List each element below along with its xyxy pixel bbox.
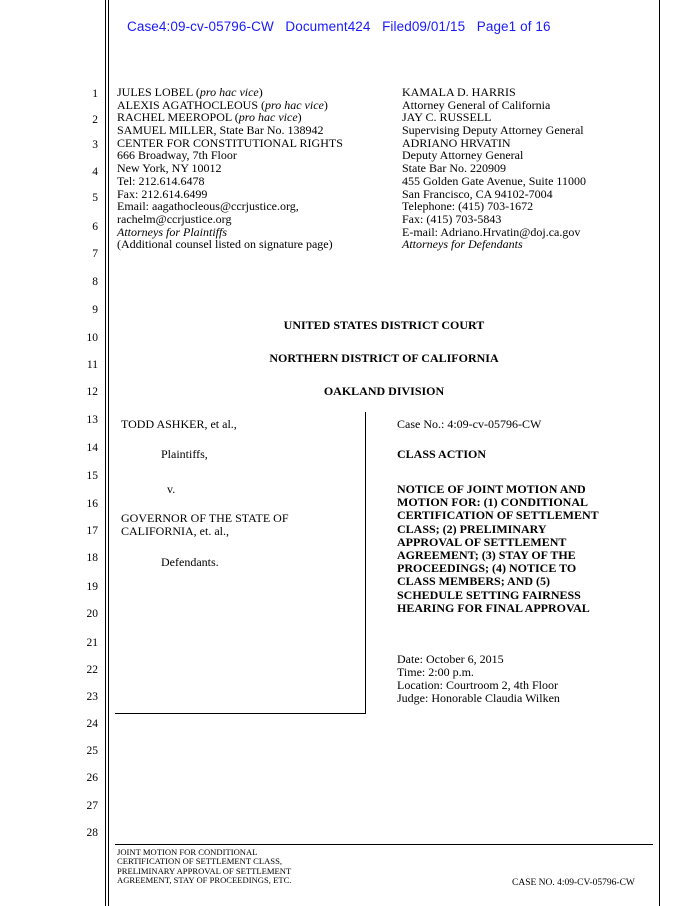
plaintiff-counsel-line [117, 238, 343, 251]
line-number: 6 [92, 221, 98, 233]
document-title-line: HEARING FOR FINAL APPROVAL [397, 600, 590, 615]
hearing-info [397, 653, 560, 705]
counsel-text: Telephone: (415) 703-1672 [402, 199, 534, 214]
counsel-text: Email: aagathocleous@ccrjustice.org, [117, 199, 299, 214]
counsel-text: KAMALA D. HARRIS [402, 85, 516, 99]
counsel-text: Fax: (415) 703-5843 [402, 211, 502, 226]
counsel-italic-text: Attorneys for Defendants [402, 237, 523, 252]
document-title-line: MOTION FOR: (1) CONDITIONAL [397, 495, 588, 510]
line-number: 1 [92, 88, 98, 100]
counsel-text: ALEXIS AGATHOCLEOUS ( [117, 97, 265, 112]
counsel-text: 666 Broadway, 7th Floor [117, 148, 237, 163]
plaintiff-name: TODD ASHKER, et al., [121, 417, 237, 431]
defendant-role: Defendants. [161, 555, 219, 569]
line-number: 5 [92, 192, 98, 204]
document-title [397, 483, 599, 615]
left-margin-rule-inner [108, 0, 109, 906]
counsel-text: (Additional counsel listed on signature page) [117, 237, 333, 252]
footer-title-line: JOINT MOTION FOR CONDITIONAL [117, 847, 258, 857]
line-number: 15 [86, 470, 98, 482]
counsel-text: CENTER FOR CONSTITUTIONAL RIGHTS [117, 135, 343, 150]
counsel-text: Deputy Attorney General [402, 148, 524, 163]
plaintiff-role: Plaintiffs, [161, 447, 208, 461]
counsel-text: State Bar No. 220909 [402, 161, 506, 176]
document-title-line: CERTIFICATION OF SETTLEMENT [397, 508, 599, 523]
line-number: 9 [92, 304, 98, 316]
document-title-line: PROCEEDINGS; (4) NOTICE TO [397, 561, 577, 576]
document-title-line: APPROVAL OF SETTLEMENT [397, 534, 567, 549]
line-number: 8 [92, 276, 98, 288]
counsel-text: Supervising Deputy Attorney General [402, 123, 584, 138]
right-margin-rule [659, 0, 660, 906]
counsel-text-suffix: ) [297, 110, 302, 125]
counsel-italic-text: pro hac vice [238, 110, 298, 125]
counsel-text: San Francisco, CA 94102-7004 [402, 186, 553, 201]
footer-rule [115, 844, 653, 845]
line-number: 24 [86, 718, 98, 730]
versus: v. [167, 482, 176, 496]
ecf-header-stamp: Case4:09-cv-05796-CW Document424 Filed09/01/15 Page1 of 16 [127, 19, 551, 34]
defendant-counsel-block [402, 86, 586, 251]
counsel-italic-text: Attorneys for Plaintiffs [117, 224, 227, 239]
line-number: 23 [86, 691, 98, 703]
court-name: UNITED STATES DISTRICT COURT [283, 318, 485, 332]
footer-title-line: PRELIMINARY APPROVAL OF SETTLEMENT [117, 865, 292, 876]
caption-box-bottom-rule [115, 713, 366, 714]
line-number: 14 [86, 442, 98, 454]
footer-title [117, 848, 291, 885]
counsel-text: Attorney General of California [402, 97, 551, 112]
plaintiff-counsel-block [117, 86, 343, 251]
defendant-name-line2: CALIFORNIA, et. al., [121, 524, 229, 538]
footer-title-line: CERTIFICATION OF SETTLEMENT CLASS, [117, 856, 283, 867]
counsel-text: 455 Golden Gate Avenue, Suite 11000 [402, 173, 586, 188]
line-number: 21 [86, 637, 98, 649]
counsel-italic-text: pro hac vice [265, 97, 324, 112]
counsel-text: Tel: 212.614.6478 [117, 173, 205, 188]
line-number: 7 [92, 248, 98, 260]
counsel-text: ADRIANO HRVATIN [402, 135, 511, 150]
caption-box-right-rule [365, 412, 366, 713]
line-number: 13 [86, 414, 98, 426]
line-number: 20 [86, 608, 98, 620]
counsel-text: SAMUEL MILLER, State Bar No. 138942 [117, 123, 324, 138]
case-number: Case No.: 4:09-cv-05796-CW [397, 417, 542, 431]
counsel-text: E-mail: Adriano.Hrvatin@doj.ca.gov [402, 224, 581, 239]
line-number: 22 [86, 664, 98, 676]
line-number: 12 [86, 386, 98, 398]
counsel-text: RACHEL MEEROPOL ( [117, 110, 239, 125]
counsel-text-suffix: ) [258, 85, 263, 99]
counsel-text: JAY C. RUSSELL [402, 110, 492, 125]
line-number: 4 [92, 166, 98, 178]
line-number: 25 [86, 745, 98, 757]
line-number: 27 [86, 800, 98, 812]
defendant-name-line1: GOVERNOR OF THE STATE OF [121, 511, 289, 525]
line-number: 17 [86, 525, 98, 537]
document-title-line: CLASS; (2) PRELIMINARY [397, 521, 547, 536]
counsel-text: New York, NY 10012 [117, 161, 222, 176]
hearing-info-line: Judge: Honorable Claudia Wilken [397, 691, 560, 705]
document-title-line: SCHEDULE SETTING FAIRNESS [397, 587, 581, 602]
line-number: 26 [86, 772, 98, 784]
district-name: NORTHERN DISTRICT OF CALIFORNIA [269, 351, 499, 365]
hearing-info-line: Time: 2:00 p.m. [397, 665, 474, 679]
document-title-line: AGREEMENT; (3) STAY OF THE [397, 547, 576, 562]
line-number: 19 [86, 581, 98, 593]
footer-title-line: AGREEMENT, STAY OF PROCEEDINGS, ETC. [117, 874, 292, 885]
hearing-info-line: Date: October 6, 2015 [397, 652, 504, 666]
footer-case-number: CASE NO. 4:09-CV-05796-CW [512, 878, 635, 888]
counsel-text: Fax: 212.614.6499 [117, 186, 208, 201]
line-number: 11 [86, 359, 98, 371]
counsel-text-suffix: ) [323, 97, 328, 112]
hearing-info-line: Location: Courtroom 2, 4th Floor [397, 678, 558, 692]
left-margin-rule-outer [105, 0, 106, 906]
line-number: 3 [92, 139, 98, 151]
line-number: 18 [86, 552, 98, 564]
document-title-line: CLASS MEMBERS; AND (5) [397, 574, 551, 589]
division-name: OAKLAND DIVISION [323, 384, 445, 398]
counsel-text: rachelm@ccrjustice.org [117, 211, 232, 226]
line-number: 2 [92, 114, 98, 126]
counsel-text: JULES LOBEL ( [117, 85, 200, 99]
document-title-line: NOTICE OF JOINT MOTION AND [397, 482, 586, 496]
line-number: 10 [86, 332, 98, 344]
line-number: 28 [86, 827, 98, 839]
counsel-italic-text: pro hac vice [199, 85, 259, 99]
class-action-label: CLASS ACTION [397, 447, 487, 461]
line-number: 16 [86, 498, 98, 510]
defendant-counsel-line [402, 238, 586, 251]
